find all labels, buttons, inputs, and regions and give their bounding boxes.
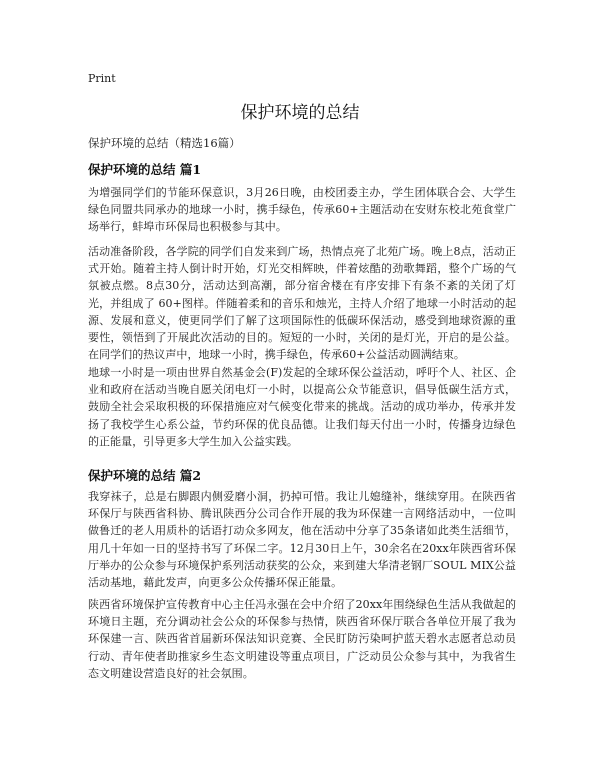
- section-1-paragraph-3: 地球一小时是一项由世界自然基金会(F)发起的全球环保公益活动，呼吁个人、社区、企业和政府在活动当晚自愿关闭电灯一小时，以提高公众节能意识，倡导低碳生活方式，鼓励全社会采取积极的环保措施应对气候变化带来的挑战。活动的成功举办，传承并发扬了我校学生心系公益，节约环保的优良品德。让我们每天付出一小时，传播身边绿色的正能量，引导更多大学生加入公益实践。: [88, 366, 516, 448]
- section-2-paragraph-1: 我穿袜子，总是右脚跟内侧爱磨小洞，扔掉可惜。我让儿媳缝补，继续穿用。在陕西省环保厅与陕西省科协、腾讯陕西分公司合作开展的我为环保建一言网络活动中，一位叫做鲁迁的老人用质朴的话语打动众多网友，他在活动中分享了35条诸如此类生活细节，用几十年如一日的坚持书写了环保二字。12月30日上午，30余名在20xx年陕西省环保厅举办的公众参与环境保护系列活动获奖的公众，来到建大华清老钢厂SOUL MIX公益活动基地，藉此发声，向更多公众传播环保正能量。: [88, 490, 516, 590]
- section-1-paragraph-1: 为增强同学们的节能环保意识，3月26日晚，由校团委主办，学生团体联合会、大学生绿色同盟共同承办的地球一小时，携手绿色，传承60+主题活动在安财东校北苑食堂广场举行，蚌埠市环保局也积极参与其中。: [88, 186, 516, 234]
- section-1-paragraph-2: 活动准备阶段，各学院的同学们自发来到广场，热情点亮了北苑广场。晚上8点，活动正式开始。随着主持人倒计时开始，灯光交相辉映，伴着炫酷的劲歌舞蹈，整个广场的气氛被点燃。8点30分，活动达到高潮，部分宿舍楼在有序安排下有条不紊的关闭了灯光，并组成了 60+图样。伴随着柔和的音乐和烛光，主持人介绍了地球一小时活动的起源、发展和意义，使更同学们了解了这项国际性的低碳环保活动，感受到地球资源的重要性，领悟到了开展此次活动的目的。短短的一小时，关闭的是灯光，开启的是公益。在同学们的热议声中，地球一小时，携手绿色，传承60+公益活动圆满结束。: [88, 245, 516, 362]
- print-link[interactable]: Print: [88, 72, 116, 85]
- section-heading-1: 保护环境的总结 篇1: [88, 162, 202, 177]
- document-title: 保护环境的总结: [240, 103, 360, 123]
- section-2-paragraph-2: 陕西省环境保护宣传教育中心主任冯永强在会中介绍了20xx年围绕绿色生活从我做起的环境日主题，充分调动社会公众的环保参与热情，陕西省环保厅联合各单位开展了我为环保建一言、陕西省首届新环保法知识竞赛、全民盯防污染呵护蓝天碧水志愿者总动员行动、青年使者助推家乡生态文明建设等重点项目，广泛动员公众参与其中，为我省生态文明建设营造良好的社会氛围。: [88, 598, 516, 680]
- document-subtitle: 保护环境的总结（精选16篇）: [88, 136, 241, 150]
- section-heading-2: 保护环境的总结 篇2: [88, 468, 202, 483]
